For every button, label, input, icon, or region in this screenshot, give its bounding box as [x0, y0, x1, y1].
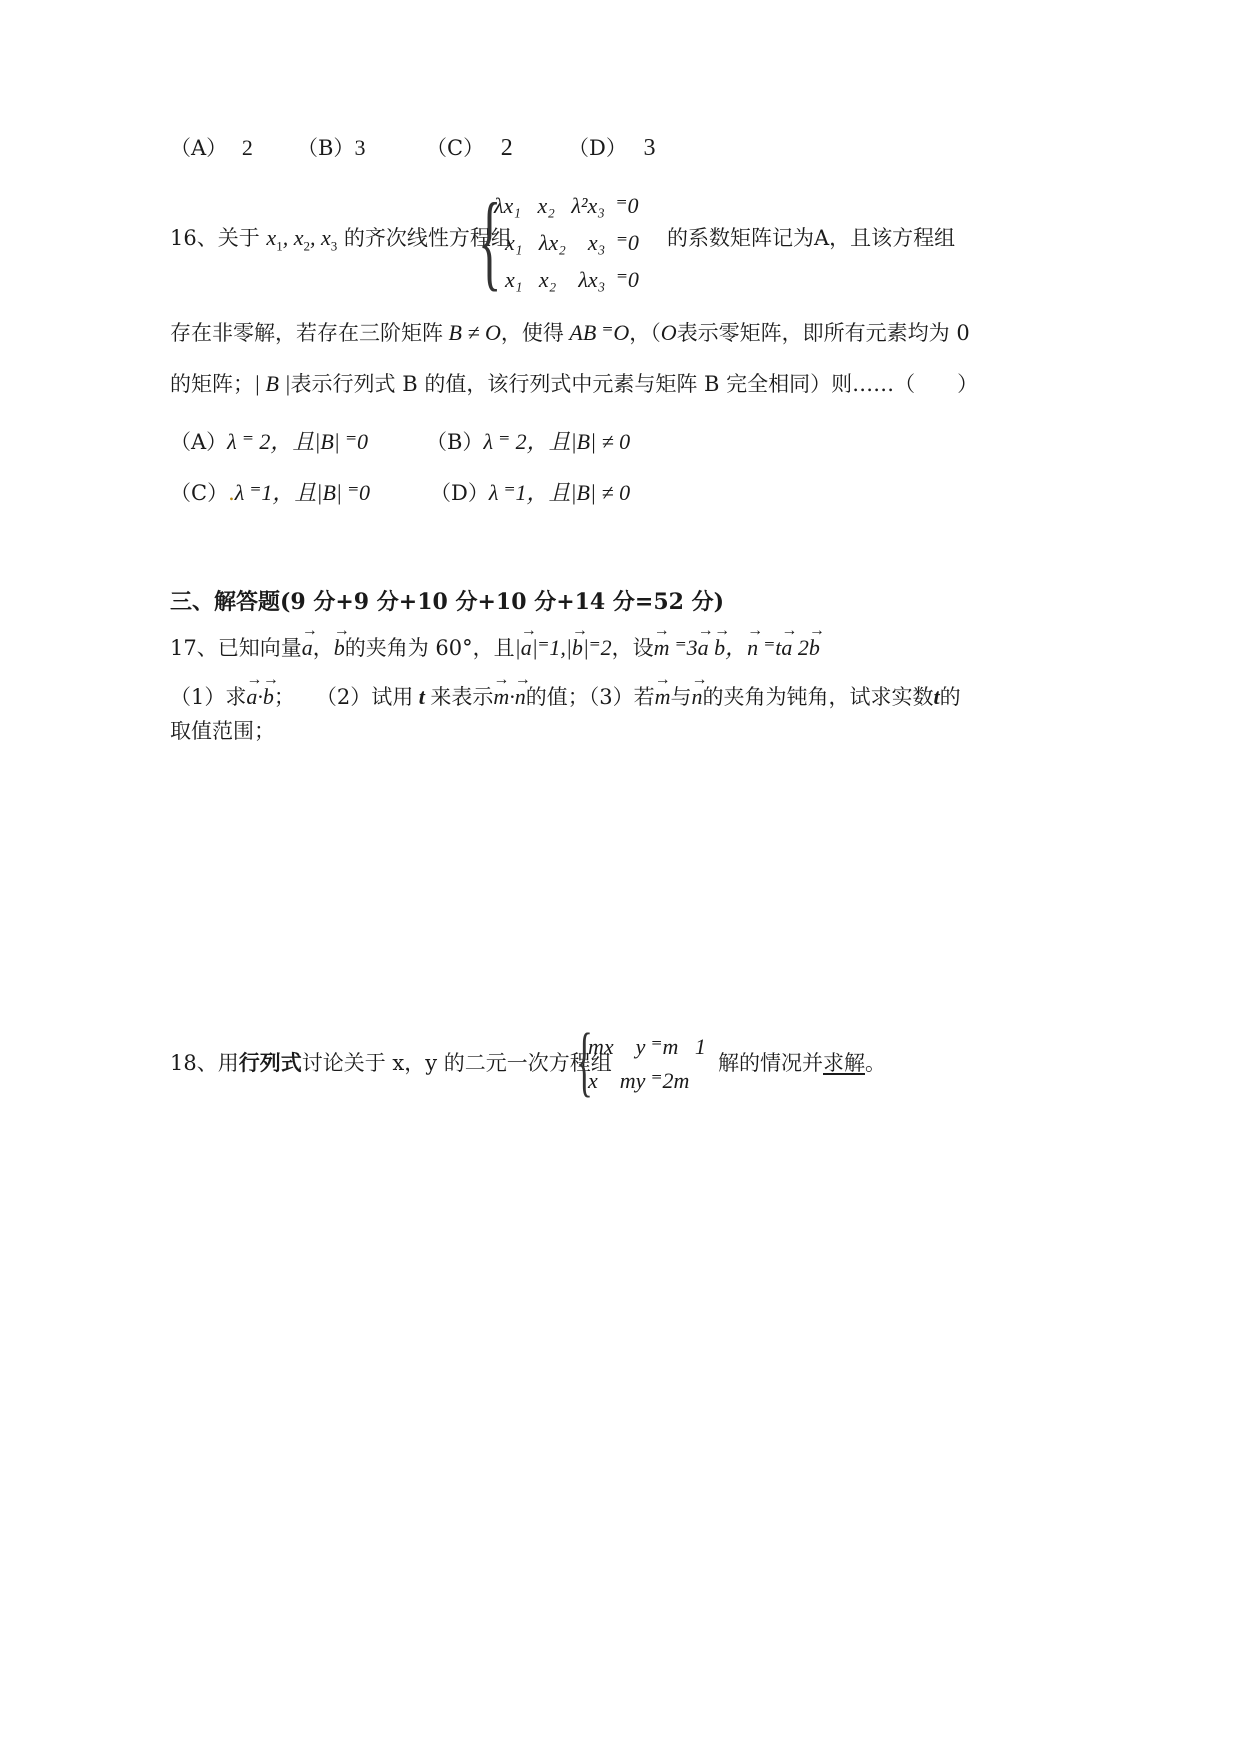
q15-option-c-value: 2 — [500, 135, 513, 161]
q16-option-a-label: （A） — [170, 430, 228, 454]
q16-stem-line1: 16、关于 $x_1$, $x_2$, $x_3$ 的齐次线性方程组 — [170, 225, 512, 254]
q15-option-a-value: 2 — [241, 135, 253, 160]
q17-line2-text-g: 的 — [939, 685, 961, 709]
q16-equation-system — [494, 187, 639, 298]
q15-option-b — [297, 133, 365, 163]
q17-line2-text-d: 的值；（3）若 — [525, 685, 655, 709]
q15-options — [170, 133, 253, 163]
q18-suffix-underlined: 求解 — [823, 1051, 865, 1075]
q16-line3-text-b: 表示行列式 B 的值，该行列式中元素与矩阵 B 完全相同）则……（ ） — [290, 372, 979, 396]
q18-suffix-a: 解的情况并 — [718, 1051, 823, 1075]
q17-line3: 取值范围； — [170, 719, 275, 743]
q16-equation-3: x₁ x₂ λx₃ ⁼0 — [494, 267, 639, 292]
section-3-title: 三、解答题(9 分+9 分+10 分+10 分+14 分=52 分) — [170, 589, 725, 615]
q15-option-c-label: （C） — [426, 136, 485, 160]
q16-equation-1: λx₁ x₂ λ²x₃ ⁼0 — [494, 193, 639, 218]
q17-line1-text-b: ， — [312, 636, 334, 660]
q15-option-b-label: （B） — [297, 136, 355, 160]
q15-option-d-label: （D） — [568, 136, 627, 160]
q17-line2-text-b: ； （2）试用 — [273, 685, 414, 709]
q16-line2-text-d: 表示零矩阵，即所有元素均为 0 — [676, 321, 970, 345]
q18-mid-text: 讨论关于 x，y 的二元一次方程组 — [301, 1051, 612, 1075]
q16-line2-text-b: ，使得 — [500, 321, 564, 345]
q15-option-a-label: （A） — [170, 136, 228, 160]
q17-line1-text-c: 的夹角为 60°，且 — [344, 636, 515, 660]
q17-line1-text-d: ，设 — [611, 636, 654, 660]
q16-option-c: （C）.λ ⁼1，且|B| ⁼0 — [170, 480, 371, 505]
q18-stem — [170, 1048, 612, 1078]
q17-line2-text-e: 与 — [670, 685, 692, 709]
q17-line2-text-f: 的夹角为钝角，试求实数 — [702, 685, 934, 709]
q18-bold-term: 行列式 — [238, 1050, 302, 1075]
q16-line2-text-c: ，（ — [629, 321, 661, 345]
q16-option-d-text: λ ⁼1，且|B| ≠ 0 — [488, 480, 631, 505]
q16-prefix: 16、关于 — [170, 226, 260, 250]
q16-equation-2: x₁ λx₂ x₃ ⁼0 — [494, 230, 639, 255]
q17-line2-text-a: （1）求 — [170, 685, 247, 709]
q16-option-c-label: （C） — [170, 481, 229, 505]
q16-option-b-label: （B） — [426, 430, 484, 454]
q16-line3-text-a: 的矩阵； — [170, 372, 254, 396]
q16-option-b — [426, 427, 630, 457]
q15-option-d-value: 3 — [643, 135, 656, 161]
q16-line2-text-a: 存在非零解，若存在三阶矩阵 — [170, 321, 443, 345]
q15-option-c — [426, 133, 513, 163]
q17-line1: 17、已知向量→ a，→ b的夹角为 60°，且|→ a|⁼1,|→ b|⁼2，设→ m ⁼3→ a → b，→ n ⁼t→ a 2→ b — [170, 633, 820, 663]
q16-stem-line3: 的矩阵；| B |表示行列式 B 的值，该行列式中元素与矩阵 B 完全相同）则……（ ） — [170, 371, 979, 396]
q15-option-b-value: 3 — [354, 135, 366, 160]
q18-equation-system — [588, 1030, 706, 1098]
q16-mid-text: 的齐次线性方程组 — [343, 226, 512, 250]
q18-equation-2: x my ⁼2m — [588, 1068, 690, 1093]
q16-option-d-label: （D） — [430, 481, 489, 505]
q16-option-c-text: λ ⁼1，且|B| ⁼0 — [234, 480, 371, 505]
q18-equation-1: mx y ⁼m 1 — [588, 1034, 706, 1059]
q17-line2-text-c: 来表示 — [430, 685, 494, 709]
q16-option-b-text: λ ⁼ 2，且|B| ≠ 0 — [483, 429, 631, 454]
q18-suffix-b: 。 — [865, 1051, 886, 1075]
q15-option-d — [568, 133, 656, 163]
q18-prefix: 18、用 — [170, 1051, 239, 1075]
q16-stem-line2: 存在非零解，若存在三阶矩阵 B ≠ O，使得 AB ⁼O，（O表示零矩阵，即所有元素均为 0 — [170, 320, 970, 345]
q18-suffix — [718, 1048, 886, 1078]
q17-line2: （1）求→ a·→ b； （2）试用 t 来表示→ m·→ n的值；（3）若→ m与→ n的夹角为钝角，试求实数t的 — [170, 682, 961, 712]
q16-stem-suffix: 的系数矩阵记为A，且该方程组 — [667, 226, 956, 250]
q16-option-a-text: λ ⁼ 2，且|B| ⁼0 — [227, 429, 368, 454]
q18-system-brace: { — [576, 1017, 593, 1104]
q16-option-d — [430, 478, 630, 508]
q16-system-brace: { — [478, 182, 502, 301]
q16-option-a — [170, 427, 368, 457]
q17-line1-text-a: 17、已知向量 — [170, 636, 302, 660]
